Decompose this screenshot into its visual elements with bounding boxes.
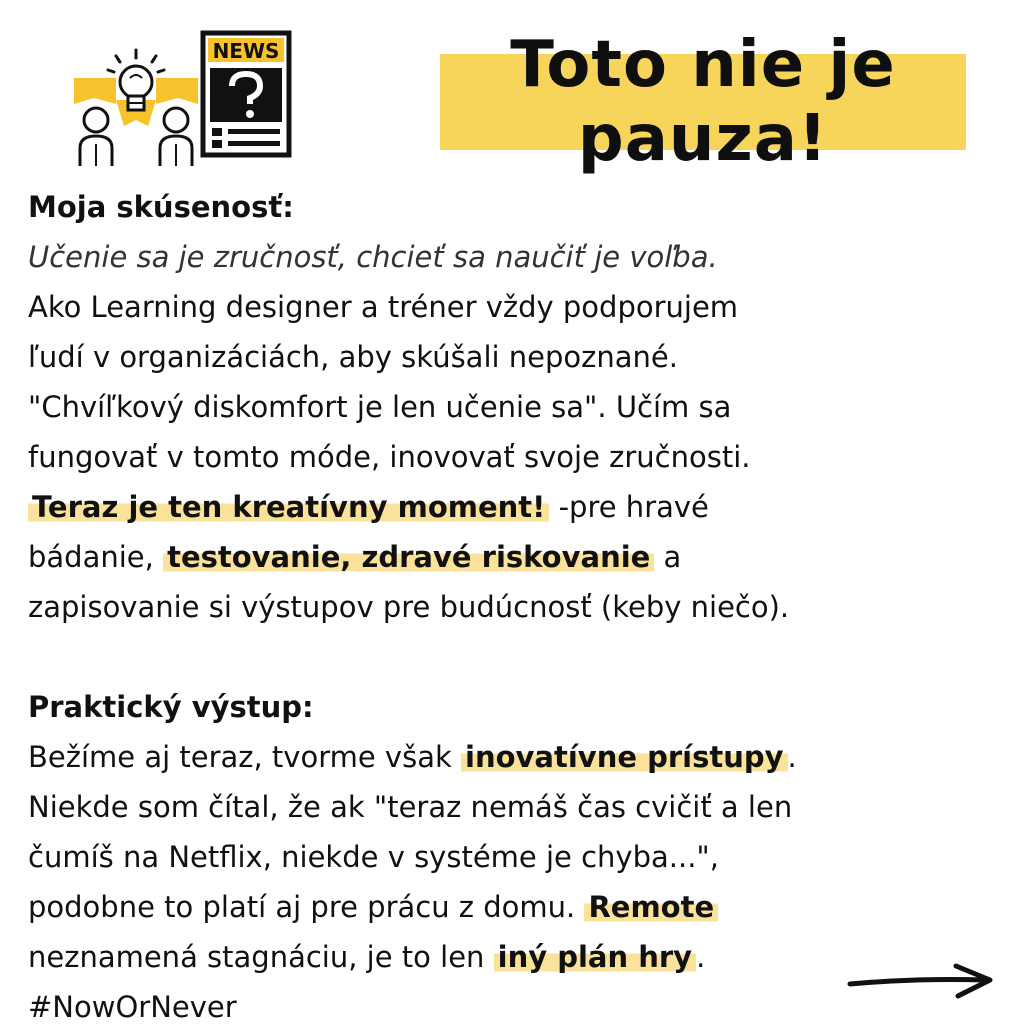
text-line — [28, 882, 1013, 932]
highlight-text: inovatívne prístupy — [461, 740, 788, 774]
page-title — [440, 28, 966, 176]
text-line — [28, 482, 1013, 532]
text-fragment: podobne to platí aj pre prácu z domu. — [28, 890, 585, 924]
text-fragment: . — [696, 940, 706, 974]
news-label: NEWS — [212, 39, 280, 63]
section-heading-output: Praktický výstup: — [28, 690, 314, 724]
highlight-text: Remote — [584, 890, 718, 924]
body-text — [28, 182, 1013, 1032]
lightbulb-people-icon — [72, 48, 200, 168]
text-line — [28, 532, 1013, 582]
text-line: "Chvíľkový diskomfort je len učenie sa". Učím sa — [28, 390, 732, 424]
text-line: Niekde som čítal, že ak "teraz nemáš čas cvičiť a len — [28, 790, 793, 824]
highlight-text: testovanie, zdravé riskovanie — [163, 540, 654, 574]
text-fragment: . — [787, 740, 797, 774]
news-question-icon — [200, 30, 292, 158]
text-line — [28, 732, 1013, 782]
quote: Učenie sa je zručnosť, chcieť sa naučiť je voľba. — [28, 240, 718, 274]
text-line: zapisovanie si výstupov pre budúcnosť (keby niečo). — [28, 590, 790, 624]
text-line: ľudí v organizáciách, aby skúšali nepoznané. — [28, 340, 678, 374]
arrow-right-icon[interactable] — [846, 962, 996, 1002]
section-heading-experience: Moja skúsenosť: — [28, 190, 294, 224]
text-line: čumíš na Netflix, niekde v systéme je chyba...", — [28, 840, 719, 874]
text-line: fungovať v tomto móde, inovovať svoje zručnosti. — [28, 440, 751, 474]
text-fragment: neznamená stagnáciu, je to len — [28, 940, 494, 974]
text-fragment: bádanie, — [28, 540, 164, 574]
text-fragment: a — [654, 540, 682, 574]
text-fragment: Bežíme aj teraz, tvorme však — [28, 740, 461, 774]
highlight-text: iný plán hry — [494, 940, 696, 974]
text-fragment: -pre hravé — [549, 490, 709, 524]
title-line-2: pauza! — [577, 102, 829, 176]
title-line-1: Toto nie je — [510, 28, 896, 102]
blank-line — [28, 632, 1013, 682]
highlight-text: Teraz je ten kreatívny moment! — [28, 490, 549, 524]
hashtag: #NowOrNever — [28, 990, 237, 1024]
text-line: Ako Learning designer a tréner vždy podporujem — [28, 290, 739, 324]
